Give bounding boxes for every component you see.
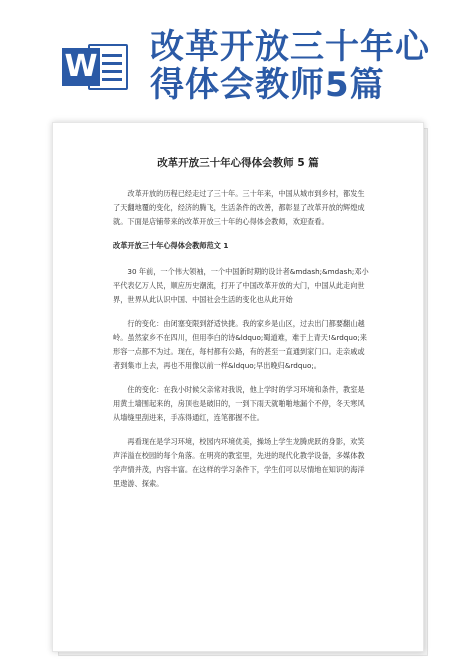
document-title: 改革开放三十年心得体会教师 5 篇 — [157, 157, 319, 169]
header-banner — [0, 0, 474, 110]
banner-title: 改革开放三十年心得体会教师5篇 — [150, 27, 430, 105]
document-body — [113, 187, 371, 501]
document-page — [52, 122, 424, 652]
intro-paragraph: 改革开放的历程已经走过了三十年。三十年来，中国从城市到乡村，都发生了天翻地覆的变化，经济的腾飞，生活条件的改善，都彰显了改革开放的辉煌成就。下面是店铺带来的改革开放三十年的心得体会教师，欢迎查看。 — [113, 189, 365, 226]
word-logo-letter: W — [62, 48, 100, 86]
word-document-icon — [62, 38, 130, 96]
document-preview — [52, 122, 424, 652]
section-heading: 改革开放三十年心得体会教师范文 1 — [113, 241, 229, 250]
body-paragraph: 再看现在是学习环境，校园内环境优美，操场上学生龙腾虎跃的身影，欢笑声洋溢在校园的每个角落。在明亮的教室里，先进的现代化教学设备，多媒体教学声情并茂，内容丰富。在这样的学习条件下，学生们可以尽情地在知识的海洋里遨游、探索。 — [113, 437, 365, 488]
body-paragraph: 30 年前，一个伟大领袖，一个中国新时期的设计者&mdash;&mdash;邓小平代表亿万人民，顺应历史潮流，打开了中国改革开放的大门，中国从此走向世界，世界从此认识中国、中国社会生活的变化也从此开始 — [113, 267, 369, 304]
body-paragraph: 行的变化：由闭塞变限到舒适快捷。我的家乡是山区，过去出门都要翻山越岭。虽然家乡不在四川，但用李白的诗&ldquo;蜀道难，难于上青天!&rdquo;来形容一点都不为过。现在，每村都有公路，有的甚至一直通到家门口。走亲戚或者到集市上去，再也不用像以前一样&ldquo;早出晚归&rdquo;。 — [113, 319, 367, 370]
body-paragraph: 住的变化：在我小时候父亲常对我说，他上学时的学习环境和条件，教室是用黄土墙围起来的，房顶也是破旧的，一到下雨天就啪啪地漏个不停，冬天寒风从墙缝里刮进来，手冻得通红，连笔都握不住。 — [113, 385, 365, 422]
